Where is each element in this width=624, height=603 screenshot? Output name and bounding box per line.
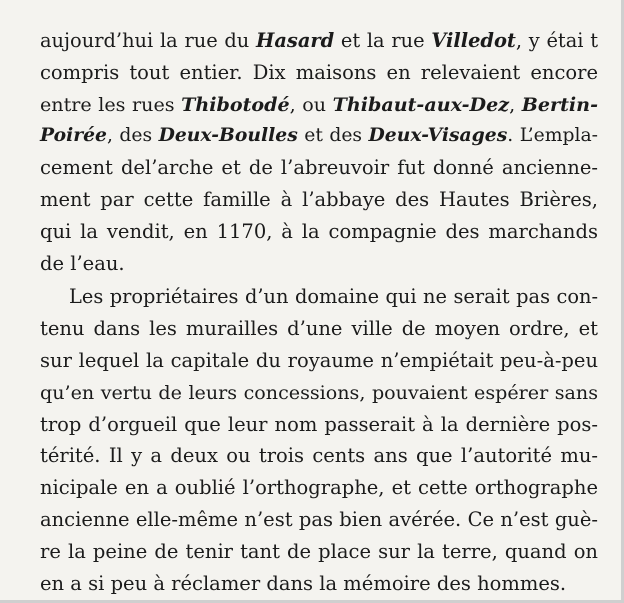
- text-line: [40, 568, 598, 600]
- text-run: tenu dans les murailles d’une ville de moyen ordre, et: [40, 317, 598, 341]
- italic-street-name: Thibotodé: [181, 92, 290, 116]
- text-run: trop d’orgueil que leur nom passerait à la dernière pos-: [40, 412, 598, 436]
- text-run: qui la vendit, en 1170, à la compagnie des marchands: [40, 219, 598, 243]
- text-run: re la peine de tenir tant de place sur la terre, quand on: [40, 539, 598, 563]
- text-run: de l’eau.: [40, 251, 125, 275]
- italic-street-name: Deux-Boulles: [158, 124, 298, 147]
- text-line: [40, 281, 598, 313]
- paragraph: [40, 281, 598, 599]
- text-line: [40, 345, 598, 377]
- text-run: qu’en vertu de leurs concessions, pouvaient espérer sans: [40, 380, 598, 404]
- text-line: [40, 248, 598, 280]
- text-run: nicipale en a oublié l’orthographe, et cette orthographe: [40, 476, 598, 500]
- text-line: [40, 120, 598, 152]
- text-line: [40, 184, 598, 216]
- italic-street-name: Deux-Visages: [368, 124, 508, 147]
- text-run: ,: [509, 92, 522, 116]
- text-run: compris tout entier. Dix maisons en relevaient encore: [40, 60, 598, 84]
- text-run: , ou: [289, 92, 333, 116]
- text-run: , y étai t: [515, 29, 598, 52]
- text-line: [40, 536, 598, 568]
- text-line: [40, 152, 598, 184]
- paragraph: [40, 25, 598, 279]
- text-run: en a si peu à réclamer dans la mémoire des hommes.: [40, 571, 567, 595]
- text-line: [40, 504, 598, 536]
- text-line: [40, 472, 598, 504]
- text-run: sur lequel la capitale du royaume n’empiétait peu-à-peu: [40, 348, 598, 372]
- text-line: [40, 216, 598, 248]
- text-run: et des: [297, 125, 369, 147]
- italic-street-name: Bertin-: [521, 92, 598, 116]
- italic-street-name: Thibaut-aux-Dez: [332, 92, 510, 116]
- text-run: ancienne elle-même n’est pas bien avérée. Ce n’est guè-: [40, 507, 598, 531]
- text-run: , des: [106, 125, 159, 147]
- page-text: [40, 25, 598, 599]
- text-run: et la rue: [334, 29, 432, 52]
- text-line: [40, 57, 598, 89]
- text-line: [40, 409, 598, 441]
- text-line: [40, 25, 598, 57]
- text-run: . L’empla-: [507, 125, 598, 147]
- text-run: aujourd’hui la rue du: [40, 29, 257, 52]
- text-line: [40, 440, 598, 472]
- text-line: [40, 89, 598, 121]
- text-run: térité. Il y a deux ou trois cents ans que l’autorité mu-: [40, 444, 598, 468]
- text-run: Les propriétaires d’un domaine qui ne serait pas con-: [69, 285, 598, 309]
- text-run: ment par cette famille à l’abbaye des Hautes Brières,: [40, 187, 598, 211]
- text-line: [40, 377, 598, 409]
- text-line: [40, 313, 598, 345]
- italic-street-name: Poirée: [40, 124, 107, 147]
- text-run: entre les rues: [40, 92, 182, 116]
- italic-street-name: Villedot: [431, 29, 516, 52]
- italic-street-name: Hasard: [256, 29, 335, 52]
- text-run: cement del’arche et de l’abreuvoir fut donné ancienne-: [40, 156, 598, 180]
